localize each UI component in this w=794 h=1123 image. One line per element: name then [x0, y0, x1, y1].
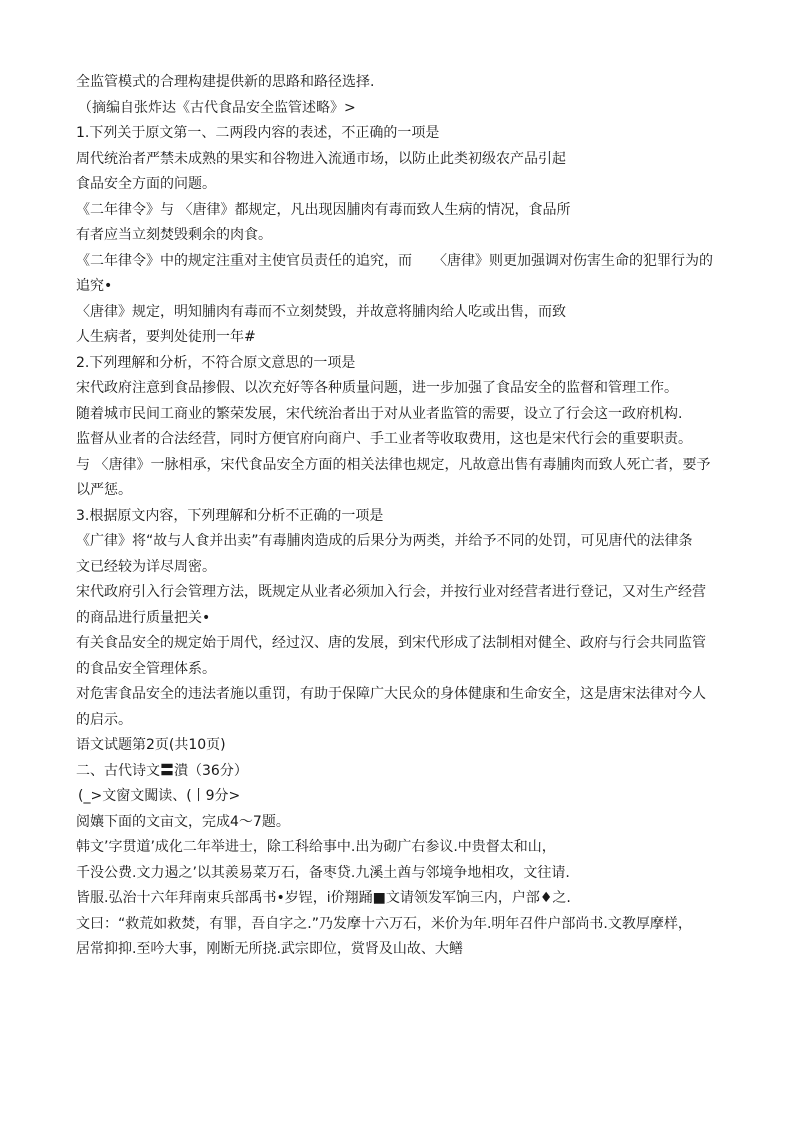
- question-3-option-a: 《广律》将“故与人食并出卖”有毒脯肉造成的后果分为两类，并给予不同的处罚，可见唐代的法律条: [76, 533, 693, 549]
- question-3-option-a-cont: 文已经较为详尽周密。: [76, 558, 216, 575]
- question-3-option-c: 有关食品安全的规定始于周代，经过汉、唐的发展，到宋代形成了法制相对健全、政府与行会共同监管: [76, 635, 706, 651]
- question-2-option-b: 随着城市民间工商业的繁荣发展，宋代统治者出于对从业者监管的需要，设立了行会这一政府机构.: [76, 405, 683, 422]
- question-3-option-c-cont: 的食品安全管理体系。: [76, 660, 216, 677]
- text-line: 全监管模式的合理构建提供新的思路和路径选择.: [76, 74, 375, 90]
- classical-text-line: 文曰：“救荒如救焚，有罪，吾自字之.”乃发摩十六万石，米价为年.明年召件户部尚书.文教厚摩样，: [76, 915, 692, 932]
- question-2-option-d: 与 〈唐律》一脉相承，宋代食品安全方面的相关法律也规定，凡故意出售有毒脯肉而致人死亡者，要予: [76, 456, 711, 473]
- subsection-heading: (_>文窗文闖读、(丨9分>: [78, 788, 241, 804]
- question-2-option-a: 宋代政府注意到食品掺假、以次充好等各种质量问题，进一步加强了食品安全的监督和管理工作。: [76, 380, 678, 396]
- question-2-option-c: 监督从业者的合法经营，同时方便官府向商户、手工业者等收取费用，这也是宋代行会的重要职责。: [76, 431, 692, 447]
- question-1-option-b: 《二年律令》与 〈唐律》都规定，凡出现因脯肉有毒而致人生病的情况，食品所: [76, 201, 571, 218]
- classical-text-line: 居常抑抑.至吟大事，刚断无所挠.武宗即位，赏肾及山故、大鳝: [76, 941, 463, 957]
- question-2-option-d-cont: 以严惩。: [76, 482, 132, 498]
- question-3-option-d-cont: 的启示。: [76, 711, 132, 728]
- question-1-option-d: 〈唐律》规定，明知脯肉有毒而不立刻焚毁，并故意将脯肉给人吃或出售，而致: [76, 303, 566, 320]
- question-2-stem: 2.下列理解和分析，不符合原文意思的一项是: [76, 354, 356, 371]
- question-3-stem: 3.根据原文内容，下列理解和分析不正确的一项是: [76, 507, 384, 524]
- classical-text-line: 韩文’字贯道’成化二年举进士，除工科给事中.出为砌广右参议.中贵督太和山，: [76, 839, 556, 855]
- reading-instruction: 阅孃下面的文亩文，完成4〜7题。: [76, 813, 290, 830]
- question-1-stem: 1.下列关于原文第一、二两段内容的表述，不正确的一项是: [76, 125, 440, 141]
- question-1-option-c-cont: 追究•: [76, 278, 113, 294]
- page-footer-label: 语文试题第2页(共10页): [76, 737, 226, 753]
- question-3-option-b-cont: 的商品进行质量把关•: [76, 609, 211, 626]
- question-1-option-a-cont: 食品安全方面的问题。: [76, 176, 216, 192]
- document-body: [76, 70, 722, 963]
- question-1-option-a: 周代统治者严禁未成熟的果实和谷物进入流通市场，以防止此类初级农产品引起: [76, 150, 566, 167]
- classical-text-line: 皆服.弘治十六年拜南束兵部禹书•岁锃，i价翔踊■文请领发军饷三内，户部♦之.: [76, 890, 571, 906]
- source-citation: （摘编自张炸达《古代食品安全监管述略》>: [78, 99, 356, 116]
- question-1-option-c: 《二年律令》中的规定注重对主使官员责任的追究，而 〈唐律》则更加强调对伤害生命的犯罪行为的: [76, 252, 713, 269]
- question-1-option-d-cont: 人生病者，要判处徒刑一年#: [76, 329, 256, 345]
- classical-text-line: 千没公费.文力遏之’以其羨易菜万石，备枣贷.九溪土酋与邻境争地相攻，文往请.: [76, 864, 570, 881]
- question-1-option-b-cont: 有者应当立刻焚毁剩余的肉食。: [76, 227, 272, 243]
- section-heading: 二、古代诗文〓潰（36分）: [76, 762, 248, 779]
- question-3-option-d: 对危害食品安全的违法者施以重罚，有助于保障广大民众的身体健康和生命安全，这是唐宋法律对今人: [76, 686, 706, 702]
- question-3-option-b: 宋代政府引入行会管理方法，既规定从业者必须加入行会，并按行业对经营者进行登记，又对生产经营: [76, 584, 706, 600]
